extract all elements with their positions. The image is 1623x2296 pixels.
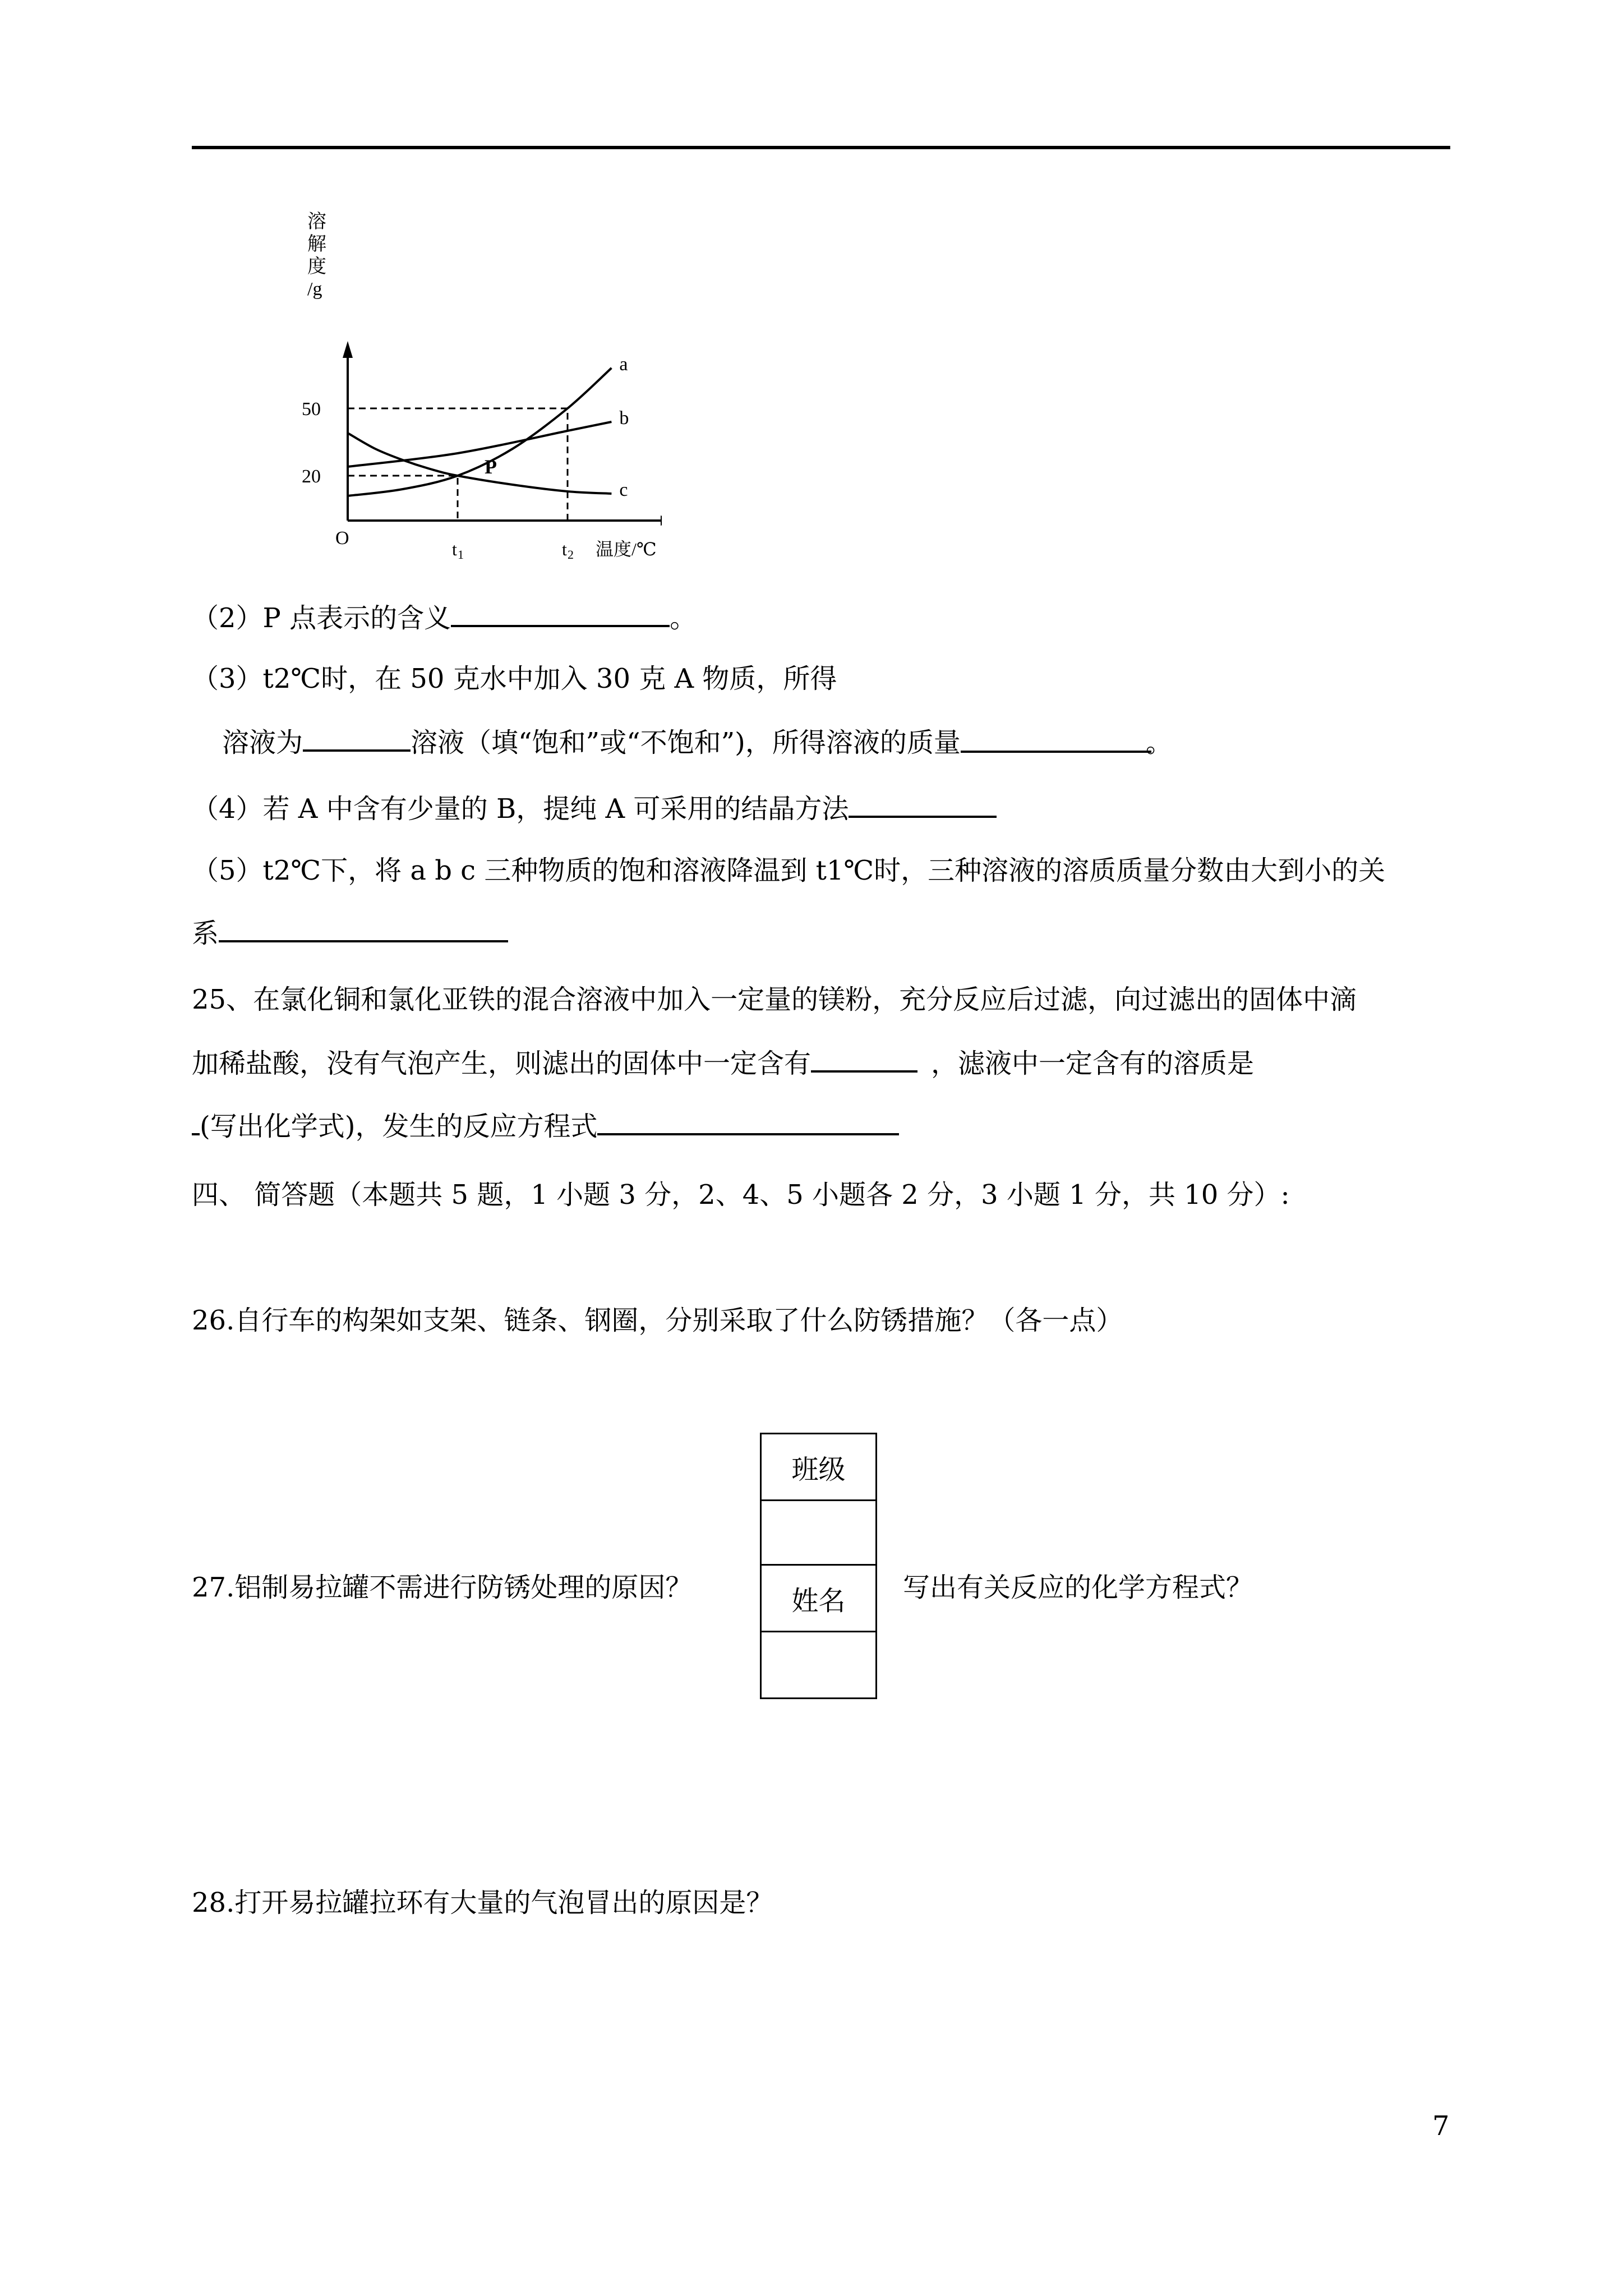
y-label-char: 解 [307,234,326,255]
class-label-cell [760,1433,877,1501]
guide-p [348,476,458,521]
q24-part2-end: 。 [670,602,697,634]
q25-blank-formula[interactable] [192,1108,200,1135]
x-tick-sub: 1 [458,547,464,562]
solubility-chart [292,202,662,572]
guide-lines [348,408,568,521]
q25-blank-equation[interactable] [597,1108,899,1135]
section4-heading: 四、 简答题（本题共 5 题，1 小题 3 分，2、4、5 小题各 2 分，3 小题 1 分，共 10 分）: [192,1179,1290,1211]
curve-label-a: a [619,354,628,375]
q24-part3-end: 。 [1145,727,1173,758]
curve-label-c: c [619,480,628,500]
q24-part3-blank-mass[interactable] [961,726,1173,758]
q28: 28.打开易拉罐拉环有大量的气泡冒出的原因是？ [192,1887,773,1918]
q24-part3-text-a: 溶液为 [222,727,303,758]
q25-line3 [192,1108,899,1143]
curve-a [348,368,611,496]
q25-text-c: (写出化学式)，发生的反应方程式 [200,1111,598,1142]
curve-label-b: b [619,408,629,429]
x-axis-label: 温度/℃ [596,539,657,559]
q24-part3-text-b: 溶液（填“饱和”或“不饱和”)，所得溶液的质量 [411,727,961,758]
y-axis-arrow [343,341,353,358]
origin-label: O [335,528,349,549]
y-label-char: 溶 [307,211,326,232]
q24-part2 [192,600,697,635]
q25-blank-solid[interactable] [811,1046,917,1073]
q26: 26.自行车的构架如支架、链条、钢圈，分别采取了什么防锈措施？（各一点） [192,1305,1123,1336]
y-tick-label: 50 [302,399,321,420]
q24-part4-blank[interactable] [849,791,997,818]
y-label-char: /g [307,279,322,300]
q24-part3-blank-saturation[interactable] [303,725,411,752]
class-input-cell[interactable] [760,1499,877,1566]
name-label: 姓名 [791,1585,846,1617]
chart-labels [302,354,657,562]
class-label: 班级 [791,1453,846,1485]
q25-line1: 25、在氯化铜和氯化亚铁的混合溶液中加入一定量的镁粉，充分反应后过滤，向过滤出的固体中滴 [192,984,1357,1015]
q27-left: 27.铝制易拉罐不需进行防锈处理的原因？ [192,1572,693,1603]
q25-text-b: ，滤液中一定含有的溶质是 [931,1048,1255,1079]
q24-part4-text: （4）若 A 中含有少量的 B，提纯 A 可采用的结晶方法 [192,793,849,825]
x-axis-arrow [661,516,662,526]
y-tick-label: 20 [302,466,321,487]
x-tick-label: t [452,539,457,559]
header-rule [192,146,1450,149]
q25-line2 [192,1046,1254,1080]
page-number: 7 [1432,2110,1450,2142]
point-p-label: P [485,455,497,478]
q24-part5-text: 系 [192,918,219,949]
y-label-char: 度 [307,256,326,277]
q24-part3-line2 [222,725,1173,760]
q25-text-a: 加稀盐酸，没有气泡产生，则滤出的固体中一定含有 [192,1048,811,1079]
curve-b [348,422,611,467]
q24-part2-blank[interactable] [451,600,670,627]
q27-right: 写出有关反应的化学方程式？ [903,1572,1253,1603]
name-label-cell [760,1564,877,1632]
q24-part3-line1: （3）t2℃时，在 50 克水中加入 30 克 A 物质，所得 [192,663,837,694]
x-tick-label: t [562,539,567,559]
curves [348,368,611,496]
q24-part5-line2 [192,915,508,950]
y-axis-label [307,211,326,300]
name-input-cell[interactable] [760,1631,877,1699]
chart-axes [343,341,662,526]
x-tick-sub: 2 [568,547,574,562]
q24-part4 [192,791,997,826]
q24-part5-blank[interactable] [219,915,508,942]
q24-part5-line1: （5）t2℃下，将 a b c 三种物质的饱和溶液降温到 t1℃时，三种溶液的溶质质量分数由大到小的关 [192,855,1386,886]
q24-part2-text: （2）P 点表示的含义 [192,602,451,634]
